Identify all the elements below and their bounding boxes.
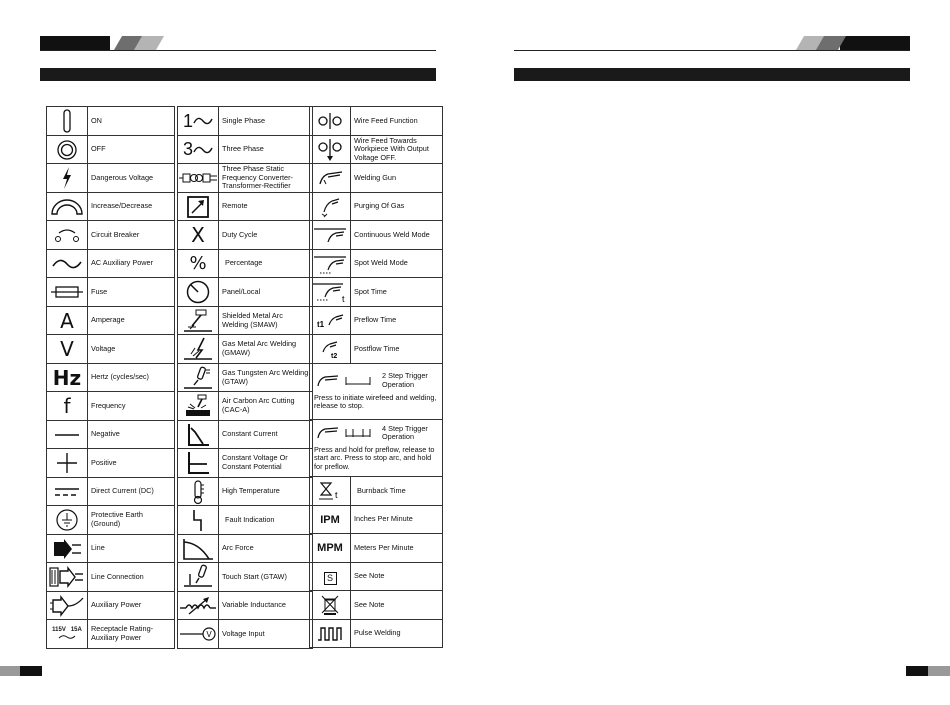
left-header-bar (40, 36, 110, 50)
symbol-label: Dangerous Voltage (88, 164, 175, 193)
pulse-welding-icon (310, 620, 351, 648)
touch-start-icon (178, 563, 219, 592)
burnback-time-icon (310, 477, 351, 506)
spot-time-glyph: t (342, 294, 345, 304)
symbol-label: Voltage (88, 335, 175, 364)
symbol-label: Three Phase (219, 136, 313, 164)
voltage-input-glyph: V (206, 630, 212, 639)
burnback-time-glyph: t (335, 490, 338, 500)
line-connection-icon (47, 563, 88, 592)
symbol-label: Three Phase Static Frequency Converter-Transformer-Rectifier (219, 164, 313, 193)
arc-force-icon (178, 535, 219, 563)
symbol-label: Constant Current (219, 421, 313, 449)
inches-per-minute-icon: IPM (310, 506, 351, 534)
remote-icon (178, 193, 219, 221)
symbol-label: Auxiliary Power (88, 592, 175, 620)
symbol-label: Wire Feed Function (351, 107, 443, 136)
symbol-label: Burnback Time (351, 477, 443, 506)
four-step-trigger-title: 4 Step Trigger Operation (382, 423, 428, 442)
symbol-label: Wire Feed Towards Workpiece With Output Voltage OFF. (351, 136, 443, 164)
symbol-label: Air Carbon Arc Cutting (CAC-A) (219, 392, 313, 421)
symbol-label: Pulse Welding (351, 620, 443, 648)
symbol-label: Increase/Decrease (88, 193, 175, 221)
symbol-label: Touch Start (GTAW) (219, 563, 313, 592)
hertz-icon: Hz (47, 364, 88, 392)
symbol-label: OFF (88, 136, 175, 164)
symbol-label: Negative (88, 421, 175, 449)
phase-digit: 1 (182, 110, 193, 131)
frequency-icon: f (47, 392, 88, 421)
fuse-icon (47, 278, 88, 307)
two-step-trigger-icon (316, 374, 376, 388)
duty-cycle-icon: X (178, 221, 219, 250)
symbol-label: Hertz (cycles/sec) (88, 364, 175, 392)
symbol-label: Spot Time (351, 278, 443, 307)
postflow-time-glyph: t2 (331, 353, 338, 360)
phase-digit: 3 (182, 139, 193, 159)
symbol-label: Gas Metal Arc Welding (GMAW) (219, 335, 313, 364)
symbol-label: Circuit Breaker (88, 221, 175, 250)
auxiliary-power-icon (47, 592, 88, 620)
symbol-label: AC Auxiliary Power (88, 250, 175, 278)
symbol-label: Inches Per Minute (351, 506, 443, 534)
symbol-label: ON (88, 107, 175, 136)
symbol-label: Continuous Weld Mode (351, 221, 443, 250)
wire-feed-function-icon (310, 107, 351, 136)
symbol-label: High Temperature (219, 478, 313, 506)
off-icon (47, 136, 88, 164)
symbol-label: Receptacle Rating-Auxiliary Power (88, 620, 175, 649)
right-header-rule (514, 50, 910, 51)
receptacle-rating-icon (47, 620, 88, 649)
symbol-label: Line Connection (88, 563, 175, 592)
see-note-s-icon (310, 563, 351, 591)
panel-local-icon (178, 278, 219, 307)
increase-decrease-icon (47, 193, 88, 221)
symbol-label: Spot Weld Mode (351, 250, 443, 278)
right-footer-gray (928, 666, 950, 676)
right-footer-bar (906, 666, 928, 676)
smaw-icon (178, 307, 219, 335)
three-phase-icon (178, 136, 219, 164)
symbol-label: Remote (219, 193, 313, 221)
four-step-trigger-description: Press and hold for preflow, release to start arc. Press to stop arc, and hold for preflow. (314, 444, 435, 471)
preflow-time-icon (310, 307, 351, 335)
symbol-label: Welding Gun (351, 164, 443, 193)
dangerous-voltage-icon (47, 164, 88, 193)
symbol-label: Single Phase (219, 107, 313, 136)
symbol-label: Shielded Metal Arc Welding (SMAW) (219, 307, 313, 335)
left-footer-bar (20, 666, 42, 676)
spot-time-icon (310, 278, 351, 307)
gtaw-icon (178, 364, 219, 392)
left-header-rule (40, 50, 436, 51)
spot-weld-mode-icon (310, 250, 351, 278)
fault-indication-icon (178, 506, 219, 535)
postflow-time-icon (310, 335, 351, 364)
voltage-input-icon (178, 620, 219, 649)
four-step-trigger-cell (310, 420, 443, 477)
symbol-label: Meters Per Minute (351, 534, 443, 563)
right-header-bar (840, 36, 910, 50)
wire-feed-towards-workpiece-icon (310, 136, 351, 164)
line-icon (47, 535, 88, 563)
high-temperature-icon (178, 478, 219, 506)
welding-gun-icon (310, 164, 351, 193)
symbol-table-middle (177, 106, 313, 649)
symbol-label: Line (88, 535, 175, 563)
left-section-bar (40, 68, 436, 81)
amperage-icon: A (47, 307, 88, 335)
single-phase-icon (178, 107, 219, 136)
right-section-bar (514, 68, 910, 81)
symbol-label: Panel/Local (219, 278, 313, 307)
see-note-disposal-icon (310, 591, 351, 620)
gmaw-icon (178, 335, 219, 364)
symbol-label: Percentage (219, 250, 313, 278)
symbol-label: Variable Inductance (219, 592, 313, 620)
voltage-icon: V (47, 335, 88, 364)
symbol-label: Direct Current (DC) (88, 478, 175, 506)
receptacle-rating-text: 115V 15A (52, 627, 82, 633)
left-footer-gray (0, 666, 22, 676)
symbol-label: Arc Force (219, 535, 313, 563)
percentage-icon: % (178, 250, 219, 278)
positive-icon (47, 449, 88, 478)
symbol-label: Fuse (88, 278, 175, 307)
two-step-trigger-cell (310, 364, 443, 420)
symbol-label: See Note (351, 563, 443, 591)
symbol-label: See Note (351, 591, 443, 620)
preflow-time-glyph: t1 (317, 319, 325, 329)
symbol-label: Postflow Time (351, 335, 443, 364)
purging-of-gas-icon (310, 193, 351, 221)
negative-icon (47, 421, 88, 449)
symbol-label: Duty Cycle (219, 221, 313, 250)
two-step-trigger-title: 2 Step Trigger Operation (382, 371, 428, 389)
symbol-label: Positive (88, 449, 175, 478)
static-frequency-converter-icon (178, 164, 219, 193)
constant-voltage-icon (178, 449, 219, 478)
continuous-weld-mode-icon (310, 221, 351, 250)
on-icon (47, 107, 88, 136)
symbol-label: Purging Of Gas (351, 193, 443, 221)
symbol-label: Fault Indication (219, 506, 313, 535)
variable-inductance-icon (178, 592, 219, 620)
symbol-label: Preflow Time (351, 307, 443, 335)
protective-earth-icon (47, 506, 88, 535)
cac-a-icon (178, 392, 219, 421)
direct-current-icon (47, 478, 88, 506)
symbol-table-left (46, 106, 175, 649)
see-note-s-glyph: S (324, 572, 337, 585)
symbol-label: Protective Earth (Ground) (88, 506, 175, 535)
symbol-label: Voltage Input (219, 620, 313, 649)
symbol-label: Amperage (88, 307, 175, 335)
symbol-label: Gas Tungsten Arc Welding (GTAW) (219, 364, 313, 392)
two-step-trigger-description: Press to initiate wirefeed and welding, release to stop. (314, 392, 437, 411)
ac-auxiliary-power-icon (47, 250, 88, 278)
meters-per-minute-icon: MPM (310, 534, 351, 563)
circuit-breaker-icon (47, 221, 88, 250)
symbol-label: Frequency (88, 392, 175, 421)
four-step-trigger-icon (316, 426, 376, 440)
symbol-table-right (309, 106, 443, 648)
symbol-label: Constant Voltage Or Constant Potential (219, 449, 313, 478)
constant-current-icon (178, 421, 219, 449)
